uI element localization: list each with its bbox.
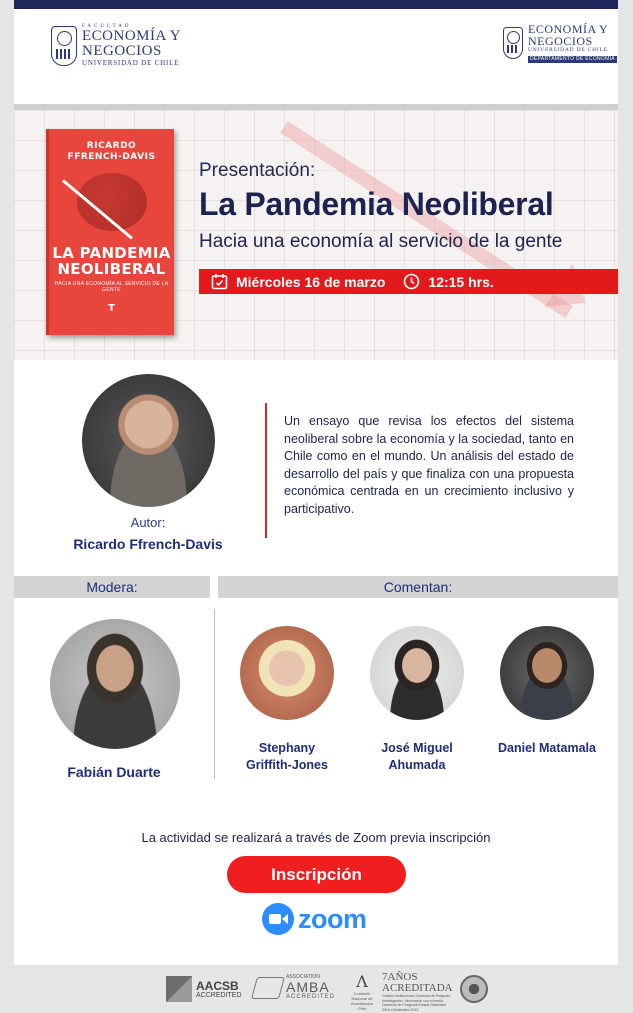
zoom-wordmark: zoom [298, 903, 367, 934]
university-seal-icon [503, 27, 523, 59]
economics-dept-logo[interactable] [503, 23, 617, 63]
university-seal-icon [51, 26, 77, 66]
dept-logo-department: DEPARTAMENTO DE ECONOMÍA [530, 55, 615, 62]
commentator-name [232, 740, 342, 774]
commentator-name [362, 740, 472, 774]
accreditation-years-text: Gestión Institucional, Docencia de Pregrado Investigación, Vinculación con el medio Docencia de Postgrado Desde Diciembre 2016 a Diciembre 2023 [382, 994, 451, 1012]
dept-logo-line2: NEGOCIOS [528, 34, 593, 48]
commentator-first-name: José Miguel [381, 741, 453, 755]
book-author [49, 141, 174, 163]
commentator-avatar [500, 626, 594, 720]
amba-text [286, 975, 335, 1000]
aacsb-name: AACSB [196, 978, 239, 993]
fen-logo-left[interactable] [51, 24, 181, 67]
author-name: Ricardo Ffrench-Davis [73, 536, 223, 552]
calendar-icon [211, 273, 228, 290]
cna-mark-icon: Λ [356, 972, 368, 991]
book-subtitle: HACIA UNA ECONOMÍA AL SERVICIO DE LA GENTE [54, 281, 169, 293]
commentator-avatar [370, 626, 464, 720]
logo-university: UNIVERSIDAD DE CHILE [82, 59, 180, 67]
event-card [14, 9, 618, 965]
dept-logo-line1: ECONOMÍA Y [528, 22, 609, 36]
publisher-logo: T [108, 303, 115, 314]
dept-logo-text [528, 23, 617, 63]
book-author-last: FFRENCH-DAVIS [67, 152, 156, 162]
panel-divider [214, 609, 215, 779]
accreditation-seal-icon [460, 975, 488, 1003]
aacsb-icon [166, 976, 192, 1002]
amba-top: ASSOCIATION [286, 974, 320, 980]
book-description: Un ensayo que revisa los efectos del sistema neoliberal sobre la economía y la sociedad, tanto en Chile como en el mundo. Un análisis del estado de desarrollo del país y que finaliza con una propuesta económica centrada en un crecimiento inclusivo y participativo. [284, 414, 574, 516]
event-date: Miércoles 16 de marzo [236, 273, 386, 290]
clock-icon [403, 273, 420, 290]
commentator-avatar [240, 626, 334, 720]
amba-diamond-icon [251, 977, 285, 999]
commentators-heading: Comentan: [218, 576, 618, 598]
aacsb-text [196, 980, 242, 999]
commentator-name [492, 740, 602, 757]
moderator-name: Fabián Duarte [67, 764, 161, 780]
commentator-full-name: Daniel Matamala [498, 741, 596, 755]
book-title-line2: NEOLIBERAL [57, 260, 166, 278]
cna-text: Comisión Nacional de Acreditación Chile [350, 991, 373, 1011]
logo-line2: NEGOCIOS [82, 43, 162, 59]
book-cover [46, 129, 174, 335]
amba-sub: ACCREDITED [286, 994, 336, 1000]
cna-badge [346, 973, 378, 1011]
accreditation-years-title: 7AÑOS ACREDITADA [382, 971, 453, 994]
accreditation-years-badge [382, 972, 452, 1012]
aacsb-badge [166, 976, 242, 1002]
book-title-line1: LA PANDEMIA [52, 244, 171, 262]
event-title: La Pandemia Neoliberal [199, 186, 554, 222]
date-time-bar [199, 269, 618, 294]
logo-faculty-label: FACULTAD [82, 24, 132, 29]
zoom-logo[interactable] [262, 903, 367, 935]
logo-line1: ECONOMÍA Y [82, 28, 182, 44]
aacsb-sub: ACCREDITED [196, 991, 242, 999]
description-accent-line [265, 403, 267, 538]
dept-logo-university: UNIVERSIDAD DE CHILE [528, 47, 608, 53]
hero-banner [14, 110, 618, 360]
top-bar [14, 0, 618, 9]
fen-logo-text [82, 24, 181, 67]
amba-badge [254, 975, 335, 1000]
moderator-heading: Modera: [14, 576, 210, 598]
commentator-first-name: Stephany [258, 741, 316, 755]
moderator-avatar [50, 619, 180, 749]
event-time: 12:15 hrs. [428, 273, 494, 290]
author-avatar [82, 374, 215, 507]
commentator-last-name: Ahumada [388, 758, 446, 772]
zoom-camera-icon [262, 903, 294, 935]
globe-icon [77, 173, 147, 231]
event-subtitle: Hacia una economía al servicio de la gente [199, 231, 563, 252]
presentation-label: Presentación: [199, 160, 316, 181]
zoom-registration-note: La actividad se realizará a través de Zoom previa inscripción [141, 830, 491, 845]
book-author-first: RICARDO [86, 141, 137, 151]
register-button[interactable]: Inscripción [227, 856, 406, 893]
amba-name: AMBA [286, 979, 330, 995]
commentator-last-name: Griffith-Jones [246, 758, 328, 772]
accreditation-footer [0, 965, 633, 1013]
author-role-label: Autor: [130, 515, 166, 530]
book-title [49, 245, 174, 277]
